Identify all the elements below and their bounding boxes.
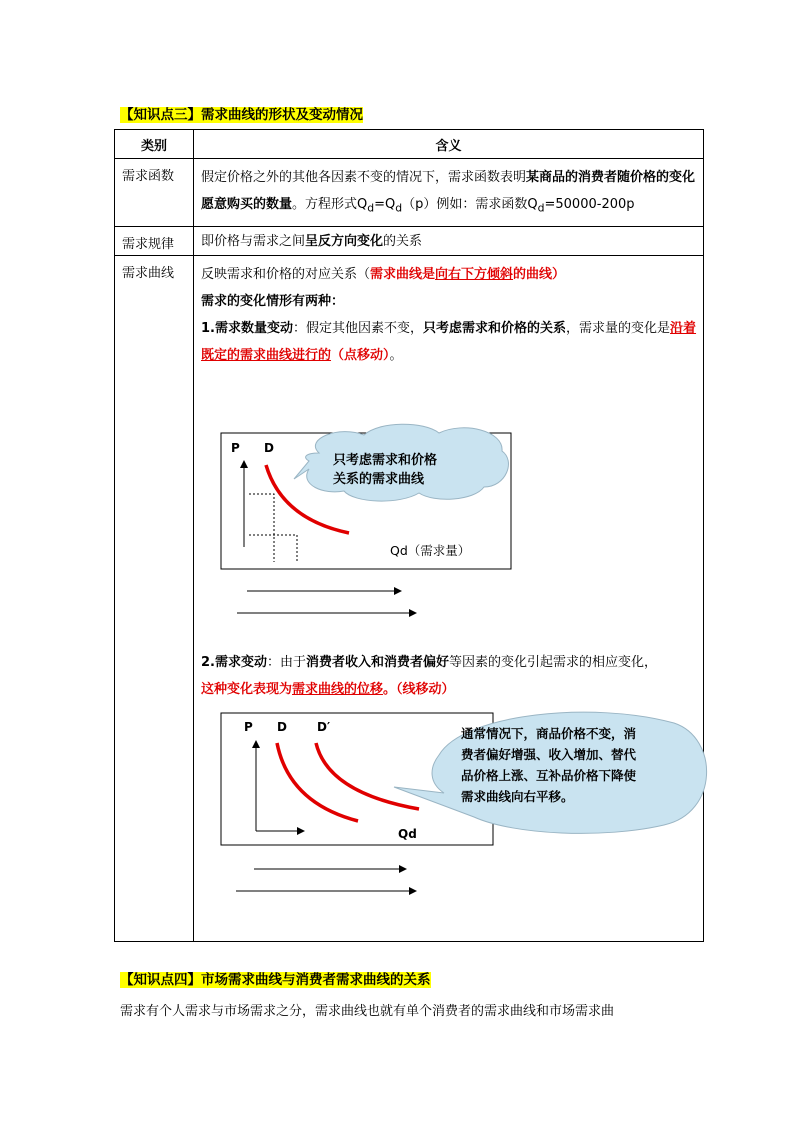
text: =50000-200p (544, 197, 635, 212)
text: ：由于 (266, 654, 306, 670)
header-category: 类别 (115, 130, 194, 159)
text-bold: 消费者收入和消费者偏好 (306, 654, 450, 670)
table-header-row (115, 130, 704, 159)
row-content-demand-function (194, 159, 704, 227)
paragraph-1 (201, 261, 697, 288)
header-meaning: 含义 (194, 130, 704, 159)
text-bold: 1.需求数量变动 (201, 320, 293, 336)
text-red-underline: 向右下方倾斜 (435, 266, 514, 282)
row-content-demand-curve (194, 255, 704, 941)
paragraph-4 (201, 649, 697, 676)
diagram1-cloud-text (333, 451, 437, 489)
row-label-demand-function: 需求函数 (115, 159, 194, 227)
cloud-line: 只考虑需求和价格 (333, 452, 438, 468)
diagram1-svg (194, 369, 694, 649)
table-row (115, 159, 704, 227)
text: 反映需求和价格的对应关系（ (201, 266, 371, 282)
text: 的关系 (383, 233, 423, 249)
section4-tag: 【知识点四】 (120, 972, 201, 988)
diagram2-d-label: D (277, 719, 287, 734)
text-bold: 某商品的消费者随价格的变化愿意购买的数量 (201, 170, 696, 212)
knowledge-table (114, 129, 704, 942)
diagram2-bubble-text (461, 723, 636, 807)
paragraph-2: 需求的变化情形有两种： (201, 293, 345, 309)
paragraph-5 (201, 676, 697, 703)
subscript: d (395, 201, 403, 215)
diagram1-d-label: D (264, 440, 274, 455)
diagram-quantity-change (201, 369, 697, 649)
text-red: 这种变化表现为 (201, 681, 293, 697)
diagram1-x-label: Qd（需求量） (390, 542, 471, 558)
text-red-underline: 沿着既定的需求曲线进行的 (201, 320, 697, 363)
text: 等因素的变化引起需求的相应变化， (449, 654, 658, 670)
cloud-line: 关系的需求曲线 (333, 471, 425, 487)
text: 。方程形式Q (292, 197, 368, 212)
section4-body: 需求有个人需求与市场需求之分，需求曲线也就有单个消费者的需求曲线和市场需求曲 (120, 1004, 615, 1019)
section4-title: 市场需求曲线与消费者需求曲线的关系 (201, 972, 431, 988)
table-row (115, 226, 704, 255)
diagram2-d-prime-label: D′ (317, 719, 331, 734)
text-red: 。（线移动） (383, 681, 455, 697)
section4-heading (120, 968, 431, 988)
text: ，需求量的变化是 (566, 320, 671, 336)
text-red-underline: 需求曲线的位移 (292, 681, 384, 697)
diagram1-p-label: P (231, 440, 240, 455)
subscript: d (537, 201, 545, 215)
text: 即价格与需求之间 (201, 233, 306, 249)
table-row (115, 255, 704, 941)
bubble-line: 通常情况下，商品价格不变，消 (461, 725, 637, 741)
text-red: （点移动） (331, 347, 390, 363)
text: （p）例如：需求函数Q (402, 197, 538, 212)
section3-title: 需求曲线的形状及变动情况 (201, 107, 363, 123)
diagram-demand-change (201, 703, 697, 933)
bubble-line: 需求曲线向右平移。 (461, 788, 574, 804)
text: 。 (389, 347, 403, 363)
bubble-line: 费者偏好增强、收入增加、替代 (461, 746, 637, 762)
text-bold: 只考虑需求和价格的关系 (423, 320, 567, 336)
text: 假定价格之外的其他各因素不变的情况下，需求函数表明 (201, 170, 527, 185)
text-red: 需求曲线是 (370, 266, 436, 282)
text-red: 的曲线） (513, 266, 566, 282)
section3-heading (120, 103, 363, 123)
diagram2-x-label: Qd (398, 826, 417, 841)
text: =Q (374, 197, 396, 212)
text: ：假定其他因素不变， (292, 320, 423, 336)
paragraph-3 (201, 315, 697, 369)
row-label-demand-curve: 需求曲线 (115, 255, 194, 941)
text-bold: 2.需求变动 (201, 654, 267, 670)
bubble-line: 品价格上涨、互补品价格下降使 (461, 767, 637, 783)
row-label-demand-law: 需求规律 (115, 226, 194, 255)
row-content-demand-law (194, 226, 704, 255)
text-bold: 呈反方向变化 (305, 233, 384, 249)
diagram2-p-label: P (244, 719, 253, 734)
subscript: d (367, 201, 375, 215)
section3-tag: 【知识点三】 (120, 107, 201, 123)
